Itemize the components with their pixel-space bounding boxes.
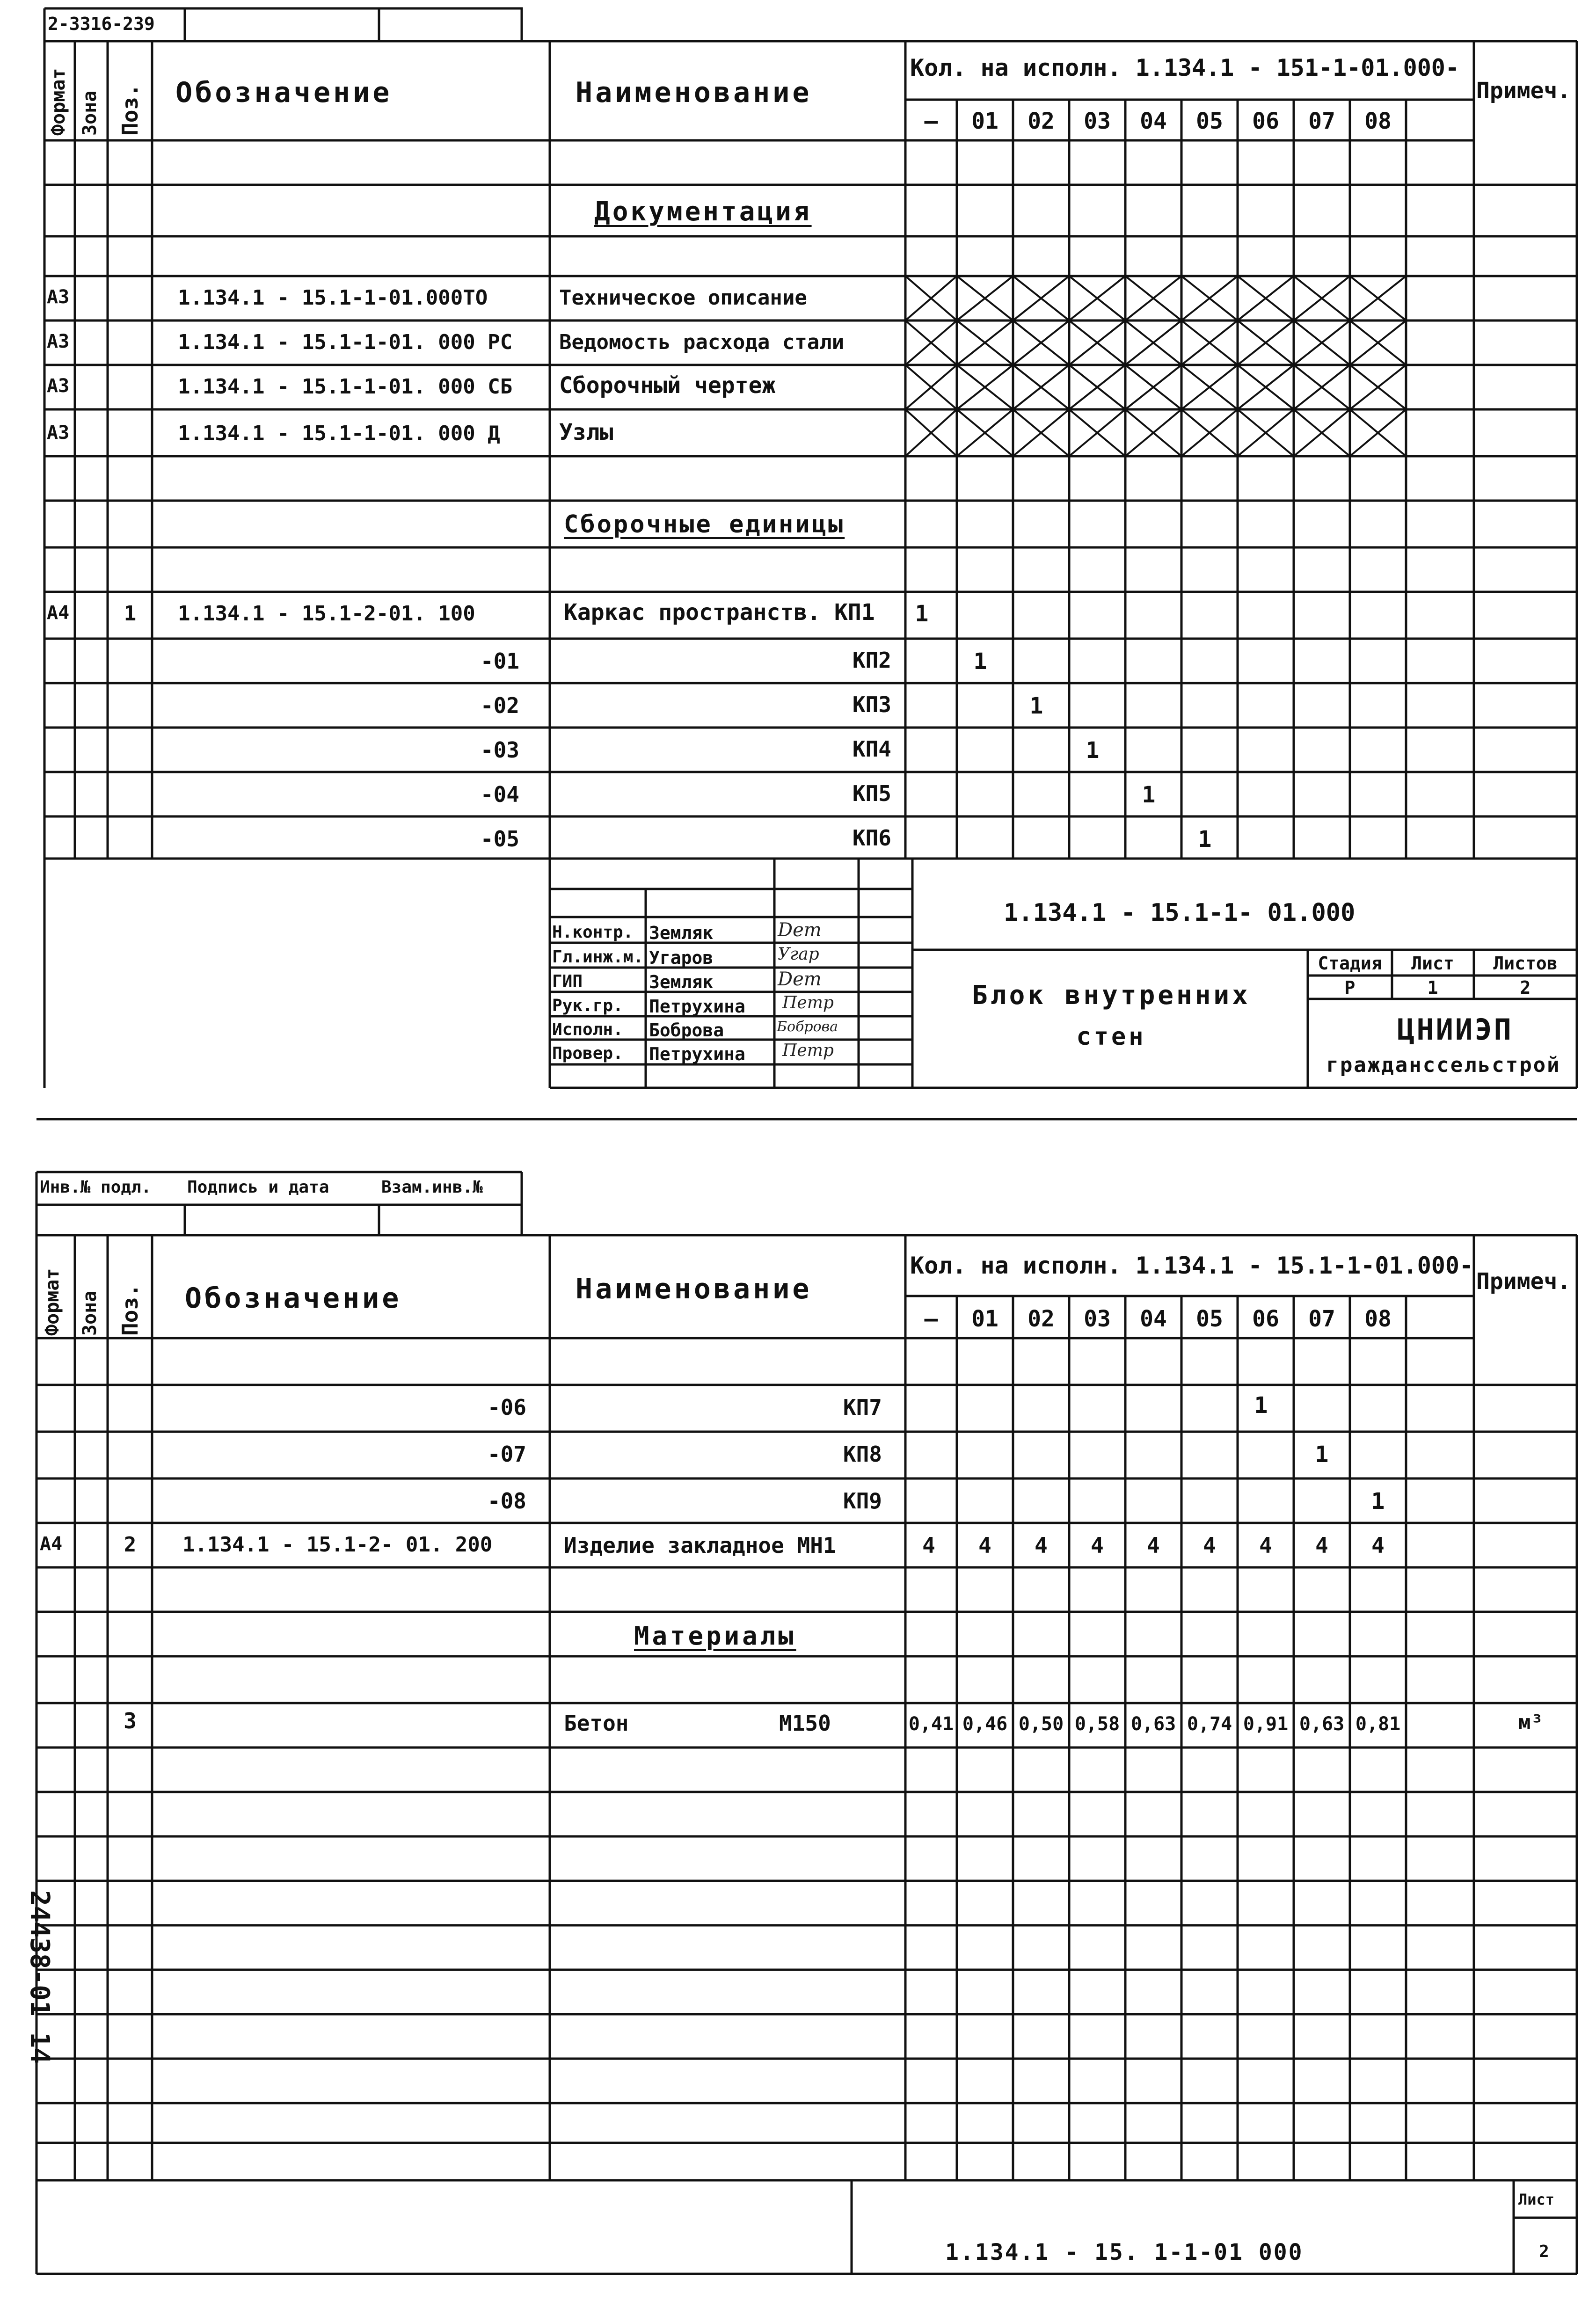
unit-name: КП2: [852, 648, 891, 673]
embedded-qty: 4: [978, 1533, 991, 1558]
doc-designation: 1.134.1 - 15.1-1-01. 000 СБ: [178, 375, 513, 399]
concrete-grade: М150: [779, 1711, 831, 1736]
concrete-value: 0,74: [1187, 1713, 1232, 1735]
unit-format: A4: [47, 602, 70, 624]
concrete-value: 0,58: [1074, 1713, 1120, 1735]
header-oboznachenie: Обозначение: [185, 1282, 402, 1315]
side-stamp: [15, 1890, 55, 2134]
variant-07: 07: [1308, 108, 1335, 134]
vzam-inv-label: Взам.инв.№: [381, 1178, 483, 1197]
embedded-pos: 2: [124, 1533, 137, 1557]
signature: Угар: [778, 945, 819, 964]
footer-sheet-number: 2: [1539, 2242, 1549, 2261]
stage-value: Р: [1344, 977, 1356, 998]
unit-qty: 1: [1315, 1442, 1329, 1468]
doc-designation: 1.134.1 - 15.1-1-01. 000 Д: [178, 422, 500, 445]
unit-designation: -03: [480, 737, 519, 763]
unit-pos: 1: [124, 602, 137, 626]
header-primech: Примеч.: [1476, 1268, 1571, 1295]
concrete-name: Бетон: [564, 1711, 629, 1736]
concrete-value: 0,41: [908, 1713, 954, 1735]
variant-03: 03: [1084, 1306, 1111, 1332]
header-format: Формат: [48, 68, 69, 136]
variant-05: 05: [1196, 1306, 1223, 1332]
unit-designation: -02: [480, 693, 519, 718]
embedded-qty: 4: [1371, 1533, 1385, 1558]
title-doc-code: 1.134.1 - 15.1-1- 01.000: [1004, 899, 1356, 927]
person-name: Земляк: [649, 923, 714, 943]
doc-designation: 1.134.1 - 15.1-1-01.000ТО: [178, 286, 488, 310]
person-name: Петрухина: [649, 996, 745, 1017]
variant-08: 08: [1364, 1306, 1392, 1332]
person-role: Провер.: [552, 1044, 623, 1063]
unit-qty: 1: [915, 601, 929, 627]
variant-02: 02: [1028, 108, 1055, 134]
embedded-qty: 4: [1315, 1533, 1328, 1558]
doc-name: Ведомость расхода стали: [559, 330, 845, 354]
unit-name: КП7: [843, 1395, 882, 1420]
variant-05: 05: [1196, 108, 1223, 134]
stage-label: Стадия: [1318, 953, 1382, 974]
embedded-qty: 4: [1147, 1533, 1160, 1558]
header-poz: Поз.: [117, 84, 143, 136]
header-zona: Зона: [79, 90, 101, 136]
header-oboznachenie: Обозначение: [175, 76, 393, 109]
person-role: Исполн.: [552, 1020, 623, 1039]
unit-qty: 1: [1371, 1488, 1385, 1515]
section-materials: Материалы: [634, 1621, 796, 1651]
variant-06: 06: [1252, 1306, 1279, 1332]
inv-podl-label: Инв.№ подл.: [40, 1178, 152, 1197]
person-name: Угаров: [649, 947, 714, 968]
concrete-value: 0,50: [1018, 1713, 1064, 1735]
unit-designation: -05: [480, 826, 519, 852]
unit-qty: 1: [1254, 1392, 1268, 1419]
sheet-label: Лист: [1411, 953, 1454, 974]
unit-designation: -04: [480, 782, 519, 807]
person-name: Боброва: [649, 1020, 724, 1041]
header-poz: Поз.: [117, 1284, 143, 1336]
unit-qty: 1: [1142, 782, 1156, 808]
signature: Dem: [778, 919, 822, 941]
unit-name: КП6: [852, 825, 891, 851]
embedded-qty: 4: [1203, 1533, 1216, 1558]
signature: Петр: [782, 993, 834, 1012]
variant-0: —: [924, 108, 938, 134]
footer-code: 1.134.1 - 15. 1-1-01 000: [945, 2239, 1304, 2265]
unit-name: КП4: [852, 736, 891, 762]
header-kol-sheet2: Кол. на исполн. 1.134.1 - 15.1-1-01.000-: [910, 1252, 1474, 1279]
section-documentation: Документация: [594, 197, 812, 227]
concrete-value: 0,63: [1299, 1713, 1345, 1735]
embedded-designation: 1.134.1 - 15.1-2- 01. 200: [182, 1533, 493, 1557]
unit-name: КП9: [843, 1488, 882, 1514]
concrete-unit: м³: [1518, 1711, 1543, 1734]
doc-format: A3: [47, 286, 70, 308]
unit-designation: -08: [487, 1488, 526, 1514]
header-naimenovanie: Наименование: [576, 1273, 812, 1305]
section-assembly-units: Сборочные единицы: [564, 510, 845, 539]
sheets-value: 2: [1520, 977, 1531, 998]
corner-code: 2-3316-239: [48, 14, 155, 34]
header-zona: Зона: [79, 1290, 101, 1336]
unit-designation: -07: [487, 1442, 526, 1467]
unit-qty: 1: [1029, 693, 1043, 719]
title-name-line1: Блок внутренних: [972, 980, 1251, 1011]
unit-qty: 1: [1198, 826, 1212, 852]
variant-0: —: [924, 1306, 938, 1332]
doc-name: Сборочный чертеж: [559, 372, 776, 399]
embedded-qty: 4: [1259, 1533, 1272, 1558]
doc-format: A3: [47, 422, 70, 444]
signature: Dem: [778, 968, 822, 990]
unit-designation: -06: [487, 1395, 526, 1420]
signature: Петр: [782, 1041, 834, 1060]
variant-04: 04: [1140, 108, 1167, 134]
concrete-value: 0,46: [962, 1713, 1008, 1735]
sheets-label: Листов: [1493, 953, 1558, 974]
footer-sheet-label: Лист: [1518, 2191, 1555, 2208]
unit-name: КП8: [843, 1442, 882, 1467]
variant-04: 04: [1140, 1306, 1167, 1332]
variant-01: 01: [971, 1306, 998, 1332]
unit-designation: 1.134.1 - 15.1-2-01. 100: [178, 602, 475, 626]
org-name: ЦНИИЭП: [1397, 1012, 1513, 1047]
concrete-pos: 3: [124, 1708, 137, 1733]
person-role: Гл.инж.м.: [552, 947, 644, 967]
unit-qty: 1: [973, 648, 987, 675]
unit-designation: -01: [480, 648, 519, 674]
doc-format: A3: [47, 375, 70, 397]
header-kol-sheet1: Кол. на исполн. 1.134.1 - 151-1-01.000-: [910, 54, 1459, 81]
variant-08: 08: [1364, 108, 1392, 134]
unit-name: КП5: [852, 781, 891, 806]
doc-designation: 1.134.1 - 15.1-1-01. 000 РС: [178, 330, 513, 354]
sheet-value: 1: [1427, 977, 1438, 998]
concrete-value: 0,91: [1243, 1713, 1289, 1735]
signature: Боброва: [777, 1019, 838, 1035]
podpis-data-label: Подпись и дата: [187, 1178, 329, 1197]
unit-name: Каркас пространств. КП1: [564, 599, 875, 626]
variant-03: 03: [1084, 108, 1111, 134]
variant-01: 01: [971, 108, 998, 134]
person-name: Петрухина: [649, 1044, 745, 1064]
embedded-format: A4: [40, 1533, 63, 1555]
title-name-line2: стен: [1076, 1023, 1146, 1051]
variant-02: 02: [1028, 1306, 1055, 1332]
doc-format: A3: [47, 331, 70, 352]
header-format: Формат: [42, 1268, 63, 1336]
doc-name: Узлы: [559, 419, 613, 445]
org-name-2: гражданссельстрой: [1326, 1053, 1561, 1077]
person-role: ГИП: [552, 972, 583, 991]
person-role: Н.контр.: [552, 923, 634, 942]
header-naimenovanie: Наименование: [576, 76, 812, 109]
embedded-qty: 4: [1035, 1533, 1048, 1558]
doc-name: Техническое описание: [559, 286, 807, 310]
header-primech: Примеч.: [1476, 78, 1571, 104]
side-stamp-text: 24438-01 14: [24, 1890, 55, 2064]
variant-07: 07: [1308, 1306, 1335, 1332]
person-role: Рук.гр.: [552, 996, 623, 1015]
embedded-qty: 4: [1091, 1533, 1104, 1558]
person-name: Земляк: [649, 972, 714, 992]
embedded-name: Изделие закладное МН1: [564, 1533, 836, 1558]
embedded-qty: 4: [922, 1533, 935, 1558]
variant-06: 06: [1252, 108, 1279, 134]
unit-name: КП3: [852, 692, 891, 717]
concrete-value: 0,81: [1355, 1713, 1401, 1735]
unit-qty: 1: [1086, 737, 1100, 764]
concrete-value: 0,63: [1130, 1713, 1176, 1735]
